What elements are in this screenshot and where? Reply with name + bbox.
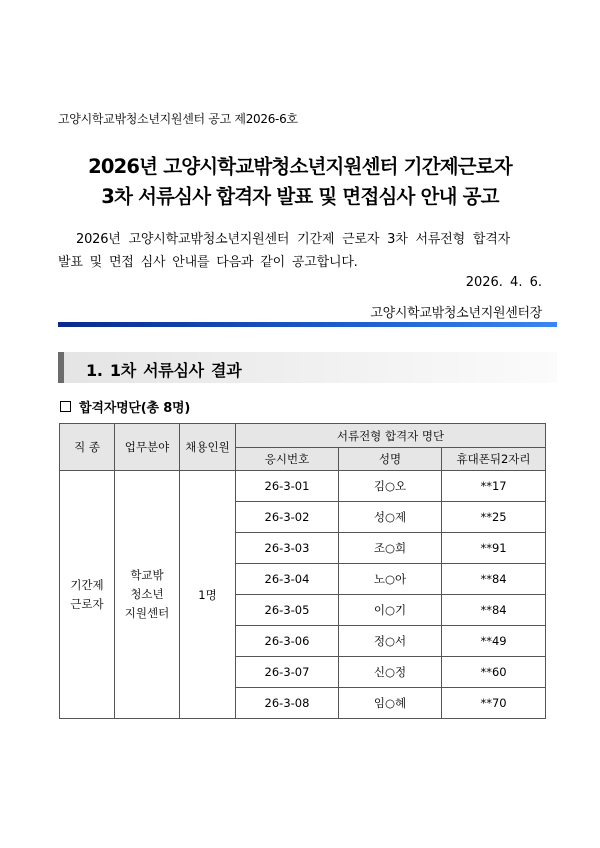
cell-exam-no: 26-3-08 <box>236 688 339 719</box>
intro-line2: 발표 및 면접 심사 안내를 다음과 같이 공고합니다. <box>58 255 358 270</box>
cell-name: 조○희 <box>339 533 442 564</box>
notice-number: 고양시학교밖청소년지원센터 공고 제2026-6호 <box>58 112 298 126</box>
cell-exam-no: 26-3-07 <box>236 657 339 688</box>
cell-phone: **49 <box>442 626 546 657</box>
cell-phone: **17 <box>442 471 546 502</box>
list-title: 합격자명단(총 8명) <box>79 401 191 416</box>
cell-exam-no: 26-3-05 <box>236 595 339 626</box>
cell-exam-no: 26-3-01 <box>236 471 339 502</box>
cell-name: 이○기 <box>339 595 442 626</box>
header-field: 업무분야 <box>115 424 180 471</box>
cell-exam-no: 26-3-03 <box>236 533 339 564</box>
cell-exam-no: 26-3-02 <box>236 502 339 533</box>
table-row <box>60 471 546 502</box>
cell-name: 노○아 <box>339 564 442 595</box>
cell-phone: **91 <box>442 533 546 564</box>
cell-name: 김○오 <box>339 471 442 502</box>
cell-headcount: 1명 <box>180 471 236 719</box>
cell-field: 학교밖 청소년 지원센터 <box>115 471 180 719</box>
passer-table <box>59 423 546 719</box>
title-divider <box>58 322 557 327</box>
checkbox-square-icon <box>60 401 71 412</box>
header-job-type: 직 종 <box>60 424 115 471</box>
section-heading <box>58 352 557 383</box>
header-exam-no: 응시번호 <box>236 448 339 471</box>
intro-line1: 2026년 고양시학교밖청소년지원센터 기간제 근로자 3차 서류전형 합격자 <box>76 232 510 247</box>
cell-phone: **70 <box>442 688 546 719</box>
cell-phone: **84 <box>442 564 546 595</box>
issuer-name: 고양시학교밖청소년지원센터장 <box>370 306 542 321</box>
cell-phone: **60 <box>442 657 546 688</box>
page-title-line1: 2026년 고양시학교밖청소년지원센터 기간제근로자 <box>88 155 512 178</box>
header-headcount: 채용인원 <box>180 424 236 471</box>
list-heading <box>60 397 190 416</box>
page-title-line2: 3차 서류심사 합격자 발표 및 면접심사 안내 공고 <box>101 185 499 208</box>
cell-exam-no: 26-3-04 <box>236 564 339 595</box>
section-accent-bar <box>58 352 64 383</box>
cell-name: 임○혜 <box>339 688 442 719</box>
header-passer-group: 서류전형 합격자 명단 <box>236 424 546 448</box>
cell-name: 정○서 <box>339 626 442 657</box>
header-name: 성명 <box>339 448 442 471</box>
cell-phone: **25 <box>442 502 546 533</box>
notice-date: 2026. 4. 6. <box>465 275 542 290</box>
section-title: 1. 1차 서류심사 결과 <box>86 361 242 380</box>
header-phone: 휴대폰뒤2자리 <box>442 448 546 471</box>
cell-phone: **84 <box>442 595 546 626</box>
cell-name: 신○정 <box>339 657 442 688</box>
cell-exam-no: 26-3-06 <box>236 626 339 657</box>
cell-job-type: 기간제 근로자 <box>60 471 115 719</box>
cell-name: 성○제 <box>339 502 442 533</box>
